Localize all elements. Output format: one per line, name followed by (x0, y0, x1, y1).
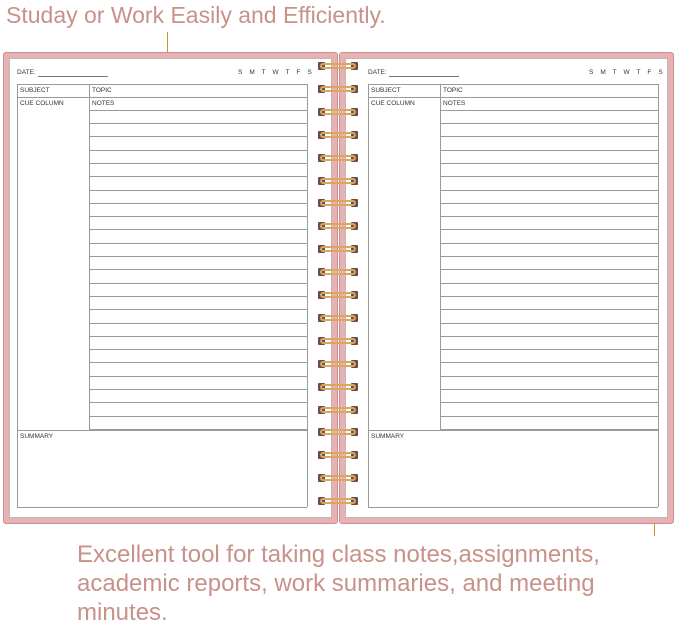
left-note-line (89, 362, 307, 363)
right-note-line (440, 123, 658, 124)
spiral-coil (316, 472, 360, 484)
spiral-coil (316, 83, 360, 95)
right-notes-first-line (440, 110, 658, 111)
spiral-coil (316, 426, 360, 438)
coil-ring (320, 269, 356, 275)
right-note-line (440, 402, 658, 403)
left-subject-label: SUBJECT (20, 87, 50, 94)
left-note-line (89, 243, 307, 244)
coil-ring (320, 407, 356, 413)
right-note-line (440, 243, 658, 244)
left-note-line (89, 123, 307, 124)
left-cue-label: CUE COLUMN (20, 100, 64, 107)
right-note-line (440, 376, 658, 377)
spiral-coil (316, 404, 360, 416)
right-days: S M T W T F S (589, 69, 666, 76)
spiral-coil (316, 106, 360, 118)
left-box-left (17, 84, 18, 507)
coil-ring (320, 384, 356, 390)
caption: Excellent tool for taking class notes,assignments, academic reports, work summaries, and meeting minutes. (77, 541, 600, 626)
left-header-line (17, 97, 307, 98)
spiral-coil (316, 495, 360, 507)
coil-ring (320, 155, 356, 161)
spiral-binding (316, 60, 360, 520)
right-box-bottom (368, 507, 658, 508)
coil-ring (320, 246, 356, 252)
left-note-line (89, 296, 307, 297)
left-date-line (38, 76, 108, 77)
left-summary-line (17, 430, 307, 431)
left-page (9, 58, 332, 518)
coil-ring (320, 498, 356, 504)
right-note-line (440, 176, 658, 177)
spiral-coil (316, 312, 360, 324)
right-summary-line (368, 430, 658, 431)
right-date-line (389, 76, 459, 77)
right-summary-label: SUMMARY (371, 433, 405, 440)
spiral-coil (316, 197, 360, 209)
right-note-line (440, 349, 658, 350)
left-note-line (89, 336, 307, 337)
right-note-line (440, 256, 658, 257)
left-note-line (89, 203, 307, 204)
left-note-line (89, 256, 307, 257)
left-note-line (89, 176, 307, 177)
right-note-line (440, 136, 658, 137)
left-note-line (89, 402, 307, 403)
left-note-line (89, 416, 307, 417)
left-note-line (89, 323, 307, 324)
right-notes-label: NOTES (443, 100, 466, 107)
left-note-line (89, 269, 307, 270)
spiral-coil (316, 266, 360, 278)
left-note-line (89, 389, 307, 390)
coil-ring (320, 292, 356, 298)
left-note-line (89, 190, 307, 191)
right-box-left (368, 84, 369, 507)
left-note-line (89, 136, 307, 137)
spiral-coil (316, 60, 360, 72)
coil-ring (320, 200, 356, 206)
left-note-line (89, 349, 307, 350)
headline: Studay or Work Easily and Efficiently. (6, 2, 386, 28)
left-note-line (89, 283, 307, 284)
right-note-line (440, 216, 658, 217)
right-subject-label: SUBJECT (371, 87, 401, 94)
right-note-line (440, 269, 658, 270)
right-date-label: DATE: (368, 69, 387, 76)
right-note-line (440, 190, 658, 191)
coil-ring (320, 338, 356, 344)
spiral-coil (316, 358, 360, 370)
right-note-line (440, 309, 658, 310)
spiral-coil (316, 289, 360, 301)
spiral-coil (316, 381, 360, 393)
coil-ring (320, 475, 356, 481)
right-note-line (440, 416, 658, 417)
right-note-line (440, 362, 658, 363)
left-box-right (307, 84, 308, 507)
right-note-line (440, 296, 658, 297)
coil-ring (320, 86, 356, 92)
left-note-line (89, 216, 307, 217)
right-note-line (440, 336, 658, 337)
right-note-line (440, 150, 658, 151)
coil-ring (320, 132, 356, 138)
spiral-coil (316, 129, 360, 141)
right-note-line (440, 283, 658, 284)
right-note-line (440, 163, 658, 164)
right-topic-label: TOPIC (443, 87, 463, 94)
spiral-coil (316, 335, 360, 347)
spiral-coil (316, 243, 360, 255)
right-note-line (440, 389, 658, 390)
left-note-line (89, 229, 307, 230)
right-page (345, 58, 668, 518)
left-note-line (89, 163, 307, 164)
left-notes-label: NOTES (92, 100, 115, 107)
coil-ring (320, 361, 356, 367)
left-summary-label: SUMMARY (20, 433, 54, 440)
right-box-top (368, 84, 658, 85)
coil-ring (320, 223, 356, 229)
left-topic-label: TOPIC (92, 87, 112, 94)
spiral-coil (316, 175, 360, 187)
left-box-top (17, 84, 307, 85)
right-box-right (658, 84, 659, 507)
right-note-line (440, 323, 658, 324)
right-cue-label: CUE COLUMN (371, 100, 415, 107)
spiral-coil (316, 220, 360, 232)
left-days: S M T W T F S (238, 69, 315, 76)
left-box-bottom (17, 507, 307, 508)
coil-ring (320, 178, 356, 184)
left-notes-first-line (89, 110, 307, 111)
right-note-line (440, 203, 658, 204)
spiral-coil (316, 152, 360, 164)
spiral-coil (316, 449, 360, 461)
left-note-line (89, 309, 307, 310)
coil-ring (320, 429, 356, 435)
left-date-label: DATE: (17, 69, 36, 76)
left-note-line (89, 150, 307, 151)
right-note-line (440, 229, 658, 230)
coil-ring (320, 452, 356, 458)
coil-ring (320, 315, 356, 321)
right-header-line (368, 97, 658, 98)
coil-ring (320, 63, 356, 69)
left-note-line (89, 376, 307, 377)
coil-ring (320, 109, 356, 115)
